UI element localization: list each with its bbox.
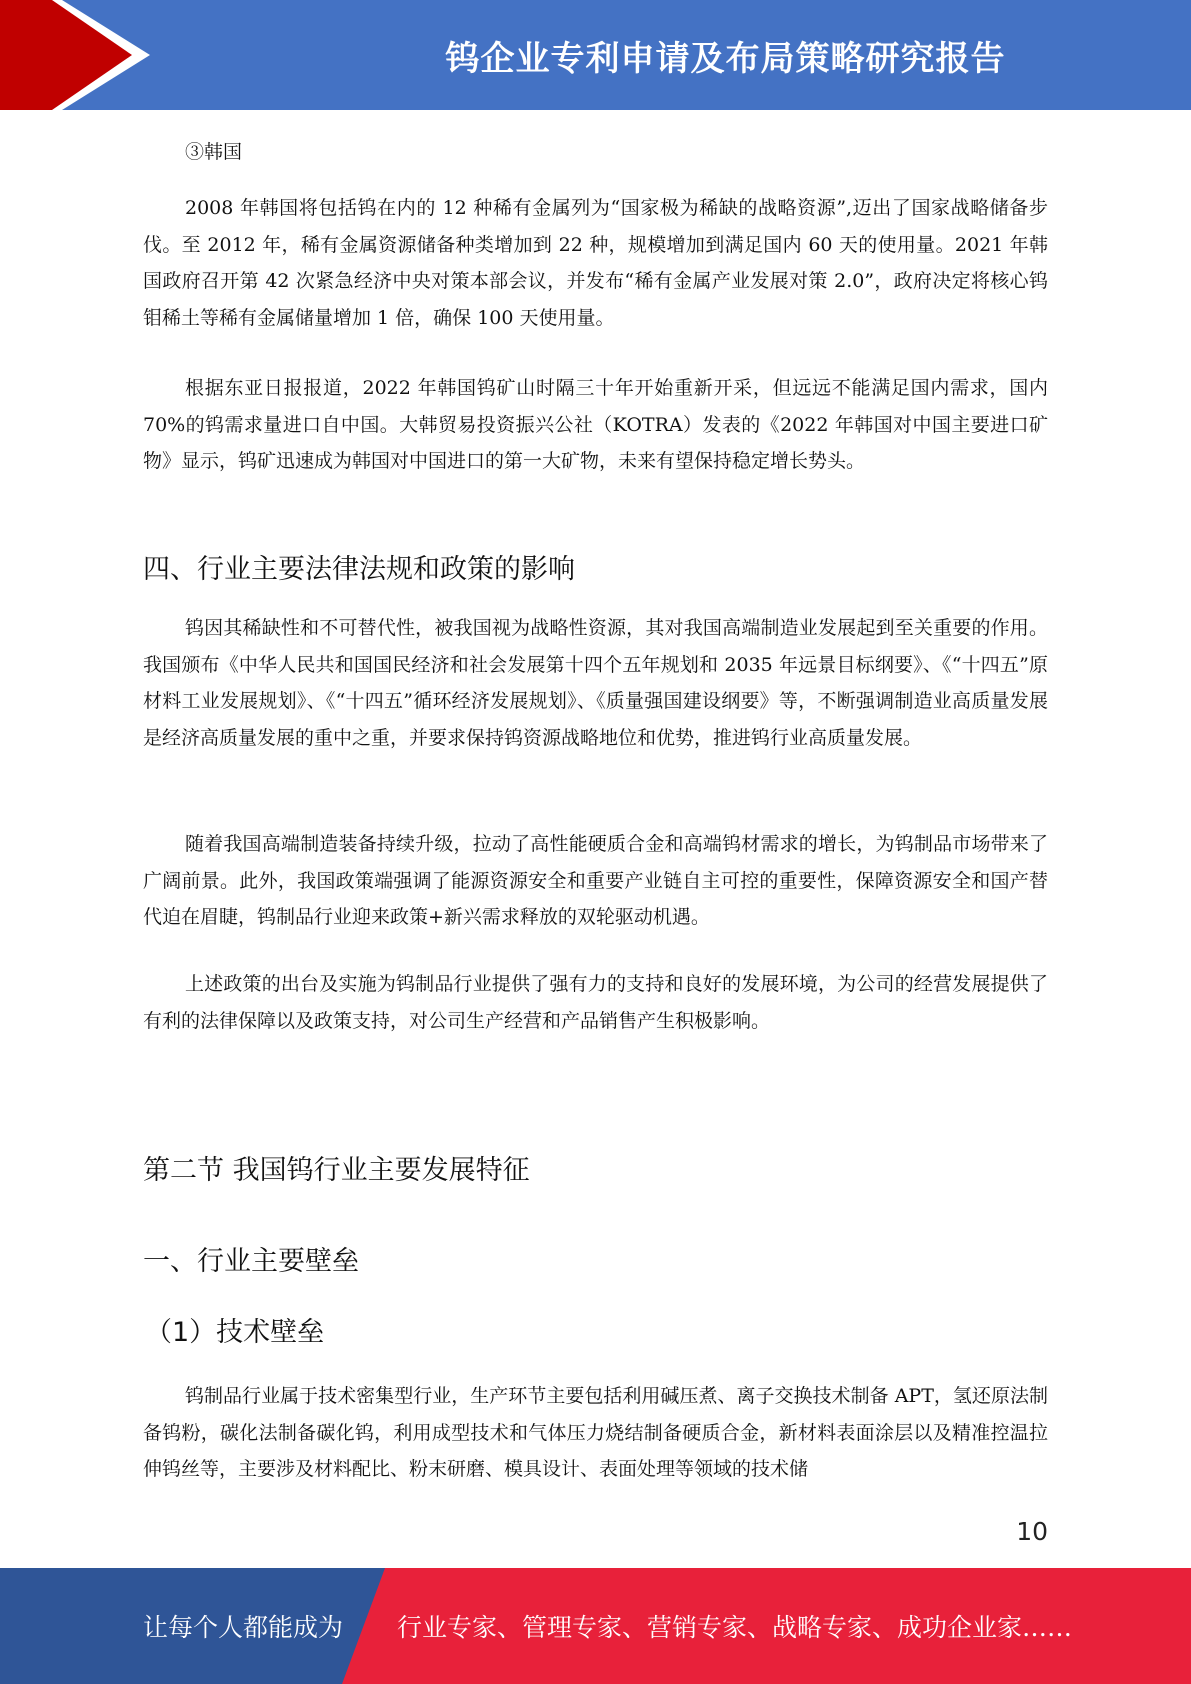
korea-paragraph-2: 根据东亚日报报道，2022 年韩国钨矿山时隔三十年开始重新开采，但远远不能满足国内需求，国内 70%的钨需求量进口自中国。大韩贸易投资振兴公社（KOTRA）发表的《2022 年韩国对中国主要进口矿物》显示，钨矿迅速成为韩国对中国进口的第一大矿物，未来有望保持稳定增长势头。 bbox=[143, 377, 1048, 472]
page-footer bbox=[0, 1568, 1191, 1684]
tech-barrier-heading: （1）技术壁垒 bbox=[145, 1317, 325, 1348]
korea-paragraph-1: 2008 年韩国将包括钨在内的 12 种稀有金属列为“国家极为稀缺的战略资源”,迈出了国家战略储备步伐。至 2012 年，稀有金属资源储备种类增加到 22 种，规模增加到满足国内 60 天的使用量。2021 年韩国政府召开第 42 次紧急经济中央对策本部会议，并发布“稀有金属产业发展对策 2.0”，政府决定将核心钨钼稀土等稀有金属储量增加 1 倍，确保 100 天使用量。 bbox=[143, 197, 1048, 329]
section4-heading: 四、行业主要法律法规和政策的影响 bbox=[143, 554, 575, 585]
korea-label: ③韩国 bbox=[185, 141, 243, 163]
section4-paragraph-3: 上述政策的出台及实施为钨制品行业提供了强有力的支持和良好的发展环境，为公司的经营发展提供了有利的法律保障以及政策支持，对公司生产经营和产品销售产生积极影响。 bbox=[143, 973, 1048, 1032]
page-number: 10 bbox=[1016, 1517, 1048, 1546]
barrier-heading: 一、行业主要壁垒 bbox=[143, 1246, 359, 1277]
footer-slogan-right: 行业专家、管理专家、营销专家、战略专家、成功企业家…… bbox=[397, 1613, 1073, 1642]
section4-paragraph-2: 随着我国高端制造装备持续升级，拉动了高性能硬质合金和高端钨材需求的增长，为钨制品市场带来了广阔前景。此外，我国政策端强调了能源资源安全和重要产业链自主可控的重要性，保障资源安全和国产替代迫在眉睫，钨制品行业迎来政策+新兴需求释放的双轮驱动机遇。 bbox=[143, 833, 1048, 928]
section4-paragraph-1: 钨因其稀缺性和不可替代性，被我国视为战略性资源，其对我国高端制造业发展起到至关重要的作用。我国颁布《中华人民共和国国民经济和社会发展第十四个五年规划和 2035 年远景目标纲要》、《“十四五”原材料工业发展规划》、《“十四五”循环经济发展规划》、《质量强国建设纲要》等，不断强调制造业高质量发展是经济高质量发展的重中之重，并要求保持钨资源战略地位和优势，推进钨行业高质量发展。 bbox=[143, 617, 1048, 749]
footer-slogan-left: 让每个人都能成为 bbox=[143, 1613, 344, 1642]
chevron-arrow-icon bbox=[0, 0, 160, 110]
document-body bbox=[143, 134, 1048, 1480]
report-title: 钨企业专利申请及布局策略研究报告 bbox=[445, 38, 1006, 79]
page-header bbox=[0, 0, 1191, 110]
chapter-section2-heading: 第二节 我国钨行业主要发展特征 bbox=[143, 1155, 530, 1186]
tech-barrier-paragraph: 钨制品行业属于技术密集型行业，生产环节主要包括利用碱压煮、离子交换技术制备 APT，氢还原法制备钨粉，碳化法制备碳化钨，利用成型技术和气体压力烧结制备硬质合金，新材料表面涂层以及精准控温拉伸钨丝等，主要涉及材料配比、粉末研磨、模具设计、表面处理等领域的技术储 bbox=[143, 1385, 1048, 1480]
